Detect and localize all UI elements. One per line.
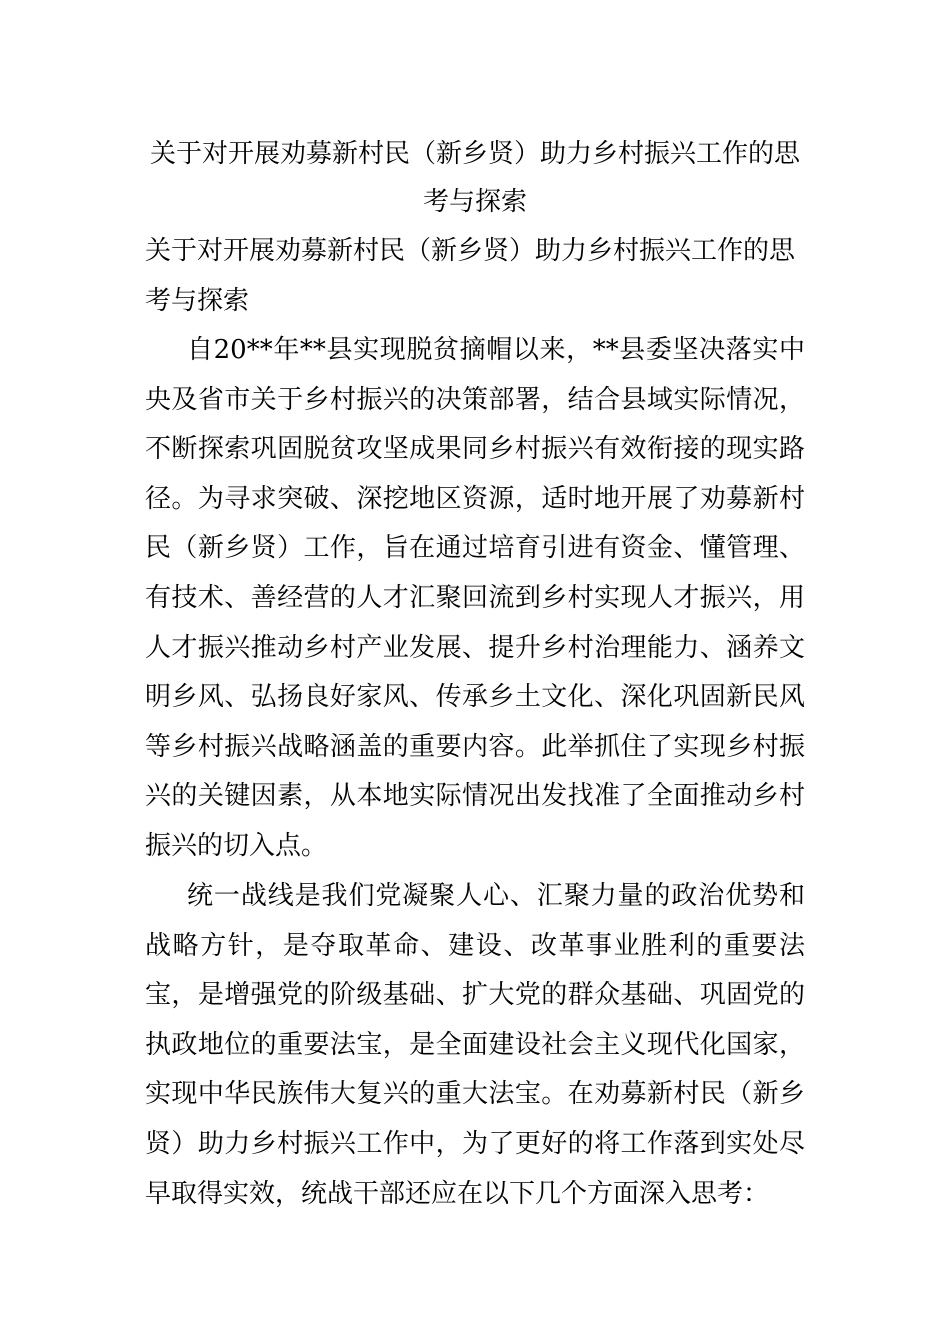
document-subtitle: 关于对开展劝募新村民（新乡贤）助力乡村振兴工作的思考与探索 <box>145 236 796 316</box>
body-paragraph-2: 统一战线是我们党凝聚人心、汇聚力量的政治优势和战略方针，是夺取革命、建设、改革事业胜利的重要法宝，是增强党的阶级基础、扩大党的群众基础、巩固党的执政地位的重要法宝，是全面建设社会主义现代化国家，实现中华民族伟大复兴的重大法宝。在劝募新村民（新乡贤）助力乡村振兴工作中，为了更好的将工作落到实处尽早取得实效，统战干部还应在以下几个方面深入思考： <box>145 881 805 1209</box>
document-title: 关于对开展劝募新村民（新乡贤）助力乡村振兴工作的思考与探索 <box>149 139 800 217</box>
body-paragraph-1: 自20**年**县实现脱贫摘帽以来，**县委坚决落实中央及省市关于乡村振兴的决策部署，结合县域实际情况，不断探索巩固脱贫攻坚成果同乡村振兴有效衔接的现实路径。为寻求突破、深挖地区资源，适时地开展了劝募新村民（新乡贤）工作，旨在通过培育引进有资金、懂管理、有技术、善经营的人才汇聚回流到乡村实现人才振兴，用人才振兴推动乡村产业发展、提升乡村治理能力、涵养文明乡风、弘扬良好家风、传承乡土文化、深化巩固新民风等乡村振兴战略涵盖的重要内容。此举抓住了实现乡村振兴的关键因素，从本地实际情况出发找准了全面推动乡村振兴的切入点。 <box>145 335 805 861</box>
